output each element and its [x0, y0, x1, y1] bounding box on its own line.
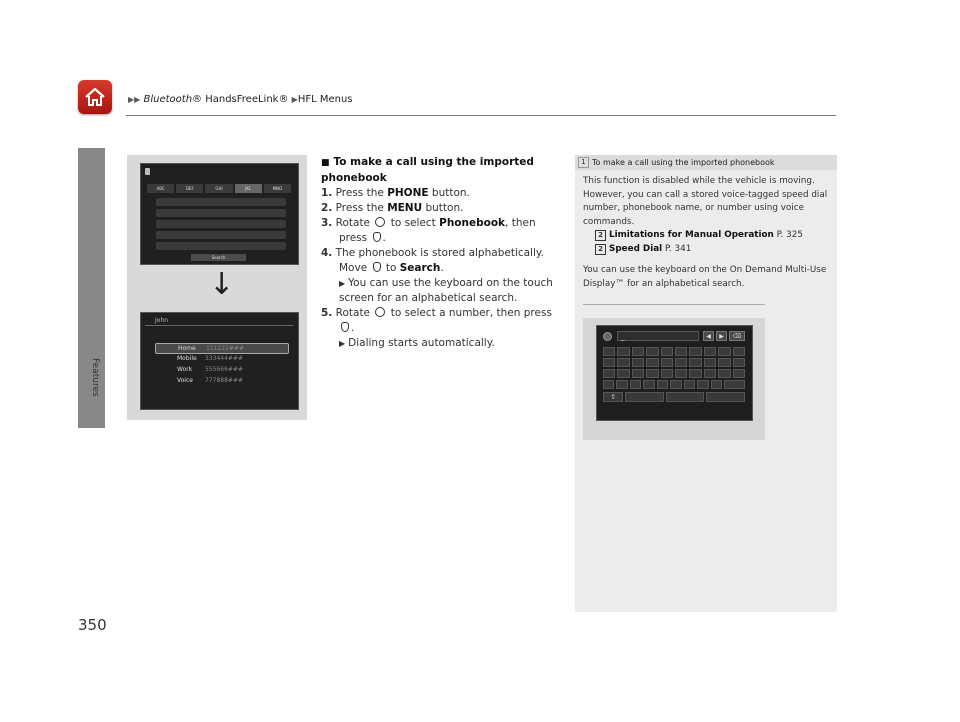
- number-value: 333444###: [205, 355, 243, 362]
- step-5: 5. Rotate to select a number, then press: [321, 307, 552, 319]
- interface-dial-press-icon: [341, 322, 349, 332]
- header-divider: [126, 115, 836, 116]
- number-label: Mobile: [177, 355, 197, 362]
- number-value: 777888###: [205, 377, 243, 384]
- step-5-note: ▶ Dialing starts automatically.: [339, 337, 495, 349]
- reference-badge: 2: [595, 244, 606, 255]
- key[interactable]: [646, 369, 658, 378]
- reference-badge: 2: [595, 230, 606, 241]
- cross-reference-link[interactable]: 2 Speed Dial P. 341: [583, 243, 829, 257]
- key[interactable]: [733, 358, 745, 367]
- phone-icon: [603, 332, 612, 341]
- interface-dial-press-icon: [373, 232, 381, 242]
- key[interactable]: [704, 358, 716, 367]
- key[interactable]: [661, 347, 673, 356]
- page-number: 350: [78, 616, 107, 634]
- contact-detail-screen: [140, 312, 299, 410]
- breadcrumb-part1-suffix[interactable]: ® HandsFreeLink®: [192, 94, 289, 105]
- note-header: [575, 155, 837, 170]
- instructions: [321, 155, 561, 351]
- keyboard-row: [603, 358, 745, 367]
- interface-dial-rotate-icon: [375, 307, 385, 317]
- keyboard-row: [603, 380, 745, 389]
- keyboard-row: [603, 347, 745, 356]
- cursor-left-button[interactable]: ◀: [703, 331, 714, 341]
- alphabet-tab-bar: [147, 184, 291, 193]
- key[interactable]: [733, 347, 745, 356]
- key[interactable]: [689, 358, 701, 367]
- search-input[interactable]: _: [617, 331, 699, 341]
- key[interactable]: [632, 358, 644, 367]
- square-bullet-icon: ■: [321, 158, 330, 168]
- tab-abc[interactable]: ABC: [147, 184, 174, 193]
- phonebook-screen: [140, 163, 299, 265]
- number-row-work[interactable]: [155, 365, 287, 374]
- note-body: [583, 175, 829, 291]
- interface-dial-rotate-icon: [375, 217, 385, 227]
- title-divider: [145, 325, 293, 326]
- key[interactable]: [646, 347, 658, 356]
- section-tab-label: Features: [90, 358, 100, 397]
- key[interactable]: [617, 369, 629, 378]
- contact-name: John: [155, 317, 169, 324]
- key[interactable]: [704, 347, 716, 356]
- note-paragraph: You can use the keyboard on the On Demand Multi-Use Display™ for an alphabetical search.: [583, 265, 827, 289]
- number-value: 111222###: [206, 345, 244, 352]
- number-row-voice[interactable]: [155, 376, 287, 385]
- note-badge: 1: [578, 157, 589, 168]
- list-item[interactable]: [156, 220, 286, 228]
- key[interactable]: [617, 347, 629, 356]
- number-row-home[interactable]: [155, 343, 289, 354]
- key[interactable]: [616, 380, 627, 389]
- key[interactable]: [603, 380, 614, 389]
- key[interactable]: [617, 358, 629, 367]
- note-paragraph: This function is disabled while the vehicle is moving. However, you can call a stored voice-tagged speed dial number, phonebook name, or number using voice commands.: [583, 176, 828, 227]
- key[interactable]: [603, 369, 615, 378]
- key[interactable]: [711, 380, 722, 389]
- breadcrumb-part1[interactable]: Bluetooth: [143, 94, 193, 105]
- breadcrumb: [128, 94, 353, 105]
- step-4-line-2: Move to Search.: [339, 262, 444, 274]
- key[interactable]: [632, 369, 644, 378]
- tab-def[interactable]: DEF: [176, 184, 203, 193]
- section-heading: ■ To make a call using the imported phonebook: [321, 156, 534, 184]
- number-label: Home: [178, 345, 196, 352]
- tab-mno[interactable]: MNO: [264, 184, 291, 193]
- step-3: 3. Rotate to select Phonebook, then: [321, 217, 536, 229]
- down-arrow-icon: ↓: [209, 267, 235, 302]
- home-icon[interactable]: [78, 80, 112, 114]
- cross-reference-link[interactable]: 2 Limitations for Manual Operation P. 325: [583, 229, 829, 243]
- search-button[interactable]: Search: [191, 254, 246, 261]
- number-label: Voice: [177, 377, 193, 384]
- key[interactable]: [697, 380, 708, 389]
- mode-key[interactable]: [706, 392, 745, 402]
- result-arrow-icon: ▶: [339, 279, 346, 288]
- key[interactable]: [646, 358, 658, 367]
- list-item[interactable]: [156, 209, 286, 217]
- enter-key[interactable]: [724, 380, 745, 389]
- key[interactable]: [675, 369, 687, 378]
- list-item[interactable]: [156, 242, 286, 250]
- key[interactable]: [733, 369, 745, 378]
- key[interactable]: [630, 380, 641, 389]
- key[interactable]: [661, 369, 673, 378]
- cursor-right-button[interactable]: ▶: [716, 331, 727, 341]
- list-item[interactable]: [156, 231, 286, 239]
- result-arrow-icon: ▶: [339, 339, 346, 348]
- key[interactable]: [689, 347, 701, 356]
- key[interactable]: [718, 347, 730, 356]
- key[interactable]: [603, 347, 615, 356]
- note-title: To make a call using the imported phonebook: [592, 158, 775, 167]
- key[interactable]: [718, 369, 730, 378]
- step-3-line-2: press .: [339, 232, 386, 244]
- note-divider: [583, 304, 765, 305]
- key[interactable]: [661, 358, 673, 367]
- key[interactable]: [670, 380, 681, 389]
- space-key[interactable]: [666, 392, 705, 402]
- list-item[interactable]: [156, 198, 286, 206]
- step-4-note: ▶ You can use the keyboard on the touch screen for an alphabetical search.: [339, 277, 553, 304]
- step-4: 4. The phonebook is stored alphabetically.: [321, 247, 544, 259]
- shift-key[interactable]: ⇧: [603, 392, 623, 402]
- number-value: 555666###: [205, 366, 243, 373]
- keyboard-screen: [596, 325, 753, 421]
- key[interactable]: [603, 358, 615, 367]
- breadcrumb-arrow-icon: ▶▶: [128, 95, 141, 104]
- phone-icon: [145, 168, 150, 175]
- number-label: Work: [177, 366, 193, 373]
- breadcrumb-arrow-icon: ▶: [291, 95, 298, 104]
- tab-jkl[interactable]: JKL: [235, 184, 262, 193]
- breadcrumb-part2[interactable]: HFL Menus: [297, 94, 353, 105]
- key[interactable]: [675, 347, 687, 356]
- key[interactable]: [684, 380, 695, 389]
- keyboard-row: [603, 369, 745, 378]
- symbols-key[interactable]: [625, 392, 664, 402]
- step-1: 1. Press the PHONE button.: [321, 187, 470, 199]
- key[interactable]: [675, 358, 687, 367]
- key[interactable]: [704, 369, 716, 378]
- key[interactable]: [657, 380, 668, 389]
- keyboard-row: [603, 392, 745, 402]
- step-5-line-2: .: [321, 321, 561, 336]
- number-row-mobile[interactable]: [155, 354, 287, 363]
- key[interactable]: [632, 347, 644, 356]
- key[interactable]: [643, 380, 654, 389]
- tab-ghi[interactable]: GHI: [205, 184, 232, 193]
- interface-dial-move-icon: [373, 262, 381, 272]
- backspace-button[interactable]: ⌫: [729, 331, 745, 341]
- key[interactable]: [689, 369, 701, 378]
- step-2: 2. Press the MENU button.: [321, 202, 464, 214]
- key[interactable]: [718, 358, 730, 367]
